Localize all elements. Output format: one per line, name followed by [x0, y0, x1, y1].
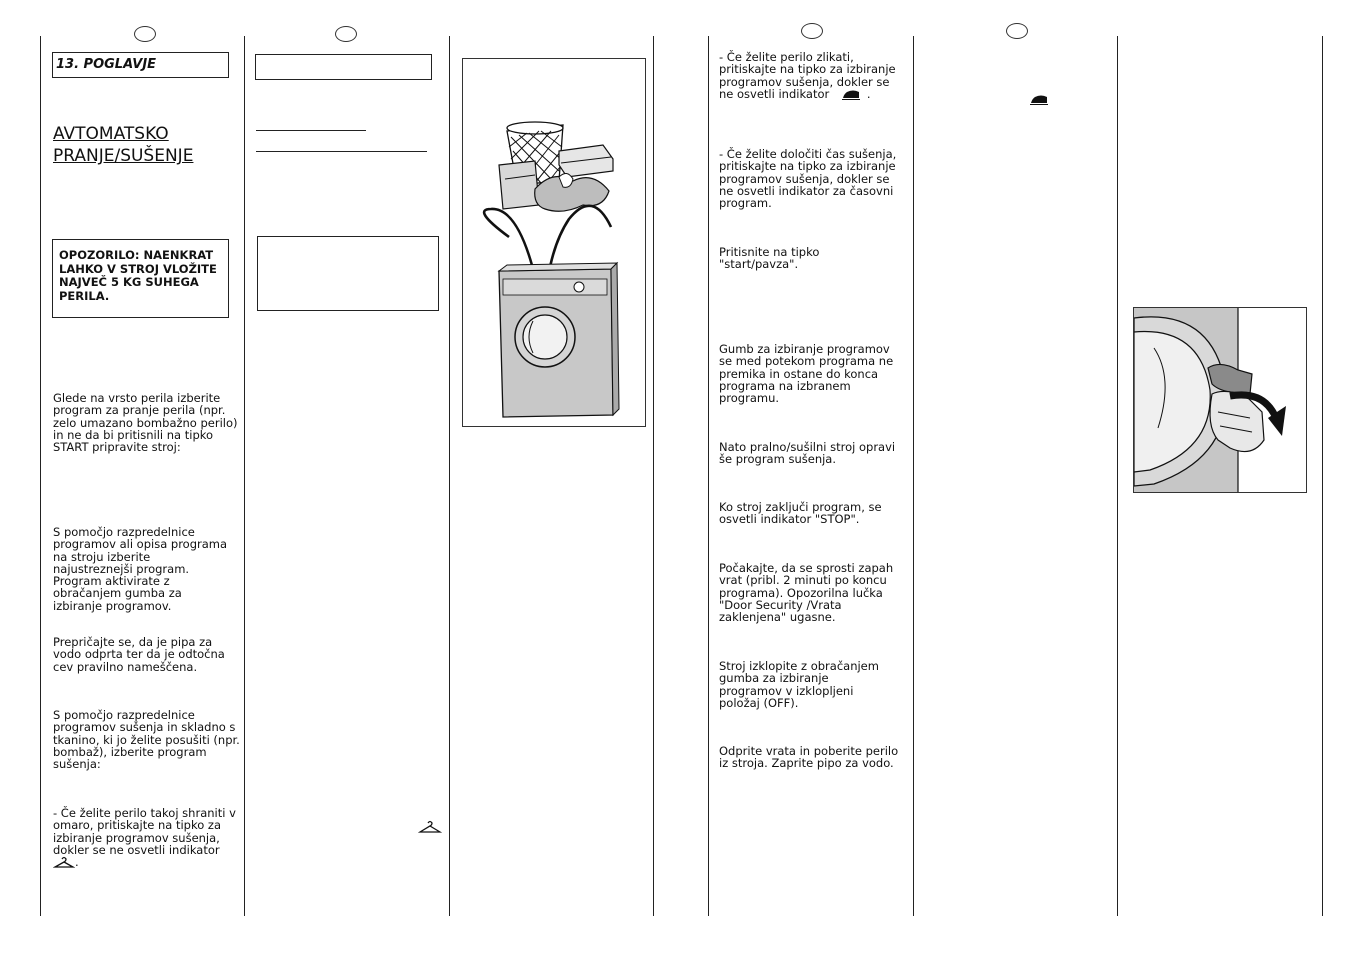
paragraph-iron-dry [719, 51, 907, 102]
paragraph-timed-dry: - Če želite določiti čas sušenja, pritiskajte na tipko za izbiranje programov sušenja, dokler se ne osvetli indikator za časovni program. [719, 147, 897, 211]
language-badge-circle [134, 26, 156, 42]
page-title-line2: PRANJE/SUŠENJE [53, 146, 194, 167]
paragraph-switch-off: Stroj izklopite z obračanjem gumba za izbiranje programov v izklopljeni položaj (OFF). [719, 659, 879, 710]
hanger-icon [53, 856, 75, 870]
column-divider [40, 36, 41, 916]
page-title [53, 123, 193, 167]
warning-box: OPOZORILO: NAENKRAT LAHKO V STROJ VLOŽITE NAJVEČ 5 KG SUHEGA PERILA. [52, 239, 229, 318]
paragraph-iron-dry-end: . [866, 86, 871, 101]
paragraph-open-door: Odprite vrata in poberite perilo iz stroja. Zaprite pipo za vodo. [719, 744, 899, 771]
paragraph-program-table: S pomočjo razpredelnice programov ali opisa programa na stroju izberite najustreznejši program. Program aktivirate z obračanjem gumba za izbiranje programov. [53, 525, 228, 613]
column-divider [244, 36, 245, 916]
rule-short [256, 130, 366, 131]
empty-header-box [255, 54, 432, 80]
laundry-machine-illustration [462, 58, 646, 427]
paragraph-cupboard-dry-text: - Če želite perilo takoj shraniti v omaro, pritiskajte na tipko za izbiranje programov sušenja, dokler se ne osvetli indikator [53, 806, 236, 857]
column-divider [449, 36, 450, 916]
paragraph-iron-dry-text: - Če želite perilo zlikati, pritiskajte na tipko za izbiranje programov sušenja, dokler se ne osvetli indikator [719, 50, 896, 101]
language-badge-circle [335, 26, 357, 42]
column-divider [1322, 36, 1323, 916]
paragraph-press-start: Pritisnite na tipko "start/pavza". [719, 245, 820, 272]
paragraph-cupboard-dry [53, 807, 238, 870]
column-divider [708, 36, 709, 916]
iron-icon [1029, 91, 1049, 110]
language-badge-circle [801, 23, 823, 39]
hanger-icon [418, 819, 442, 838]
paragraph-drying-runs: Nato pralno/sušilni stroj opravi še program sušenja. [719, 440, 896, 467]
paragraph-select-dry-program: S pomočjo razpredelnice programov sušenja in skladno s tkanino, ki jo želite posušiti (npr. bombaž), izberite program sušenja: [53, 708, 240, 772]
empty-warning-box [257, 236, 439, 311]
paragraph-check-tap: Prepričajte se, da je pipa za vodo odprta ter da je odtočna cev pravilno nameščena. [53, 635, 225, 674]
paragraph-select-wash-program: Glede na vrsto perila izberite program za pranje perila (npr. zelo umazano bombažno perilo) in ne da bi pritisnili na tipko START pripravite stroj: [53, 391, 238, 455]
iron-icon [841, 88, 861, 102]
language-badge-circle [1006, 23, 1028, 39]
page-title-line1: AVTOMATSKO [53, 124, 169, 145]
paragraph-stop-indicator: Ko stroj zaključi program, se osvetli indikator "STOP". [719, 500, 882, 527]
column-divider [653, 36, 654, 916]
column-divider [913, 36, 914, 916]
chapter-header: 13. POGLAVJE [52, 52, 229, 78]
rule-long [256, 151, 427, 152]
column-divider [1117, 36, 1118, 916]
paragraph-knob-stays: Gumb za izbiranje programov se med potekom programa ne premika in ostane do konca programa na izbranem programu. [719, 342, 894, 406]
door-handle-illustration [1133, 307, 1307, 493]
paragraph-cupboard-dry-end: . [75, 855, 79, 870]
paragraph-door-lock: Počakajte, da se sprosti zapah vrat (pribl. 2 minuti po koncu programa). Opozorilna lučka "Door Security /Vrata zaklenjena" ugasne. [719, 561, 894, 625]
